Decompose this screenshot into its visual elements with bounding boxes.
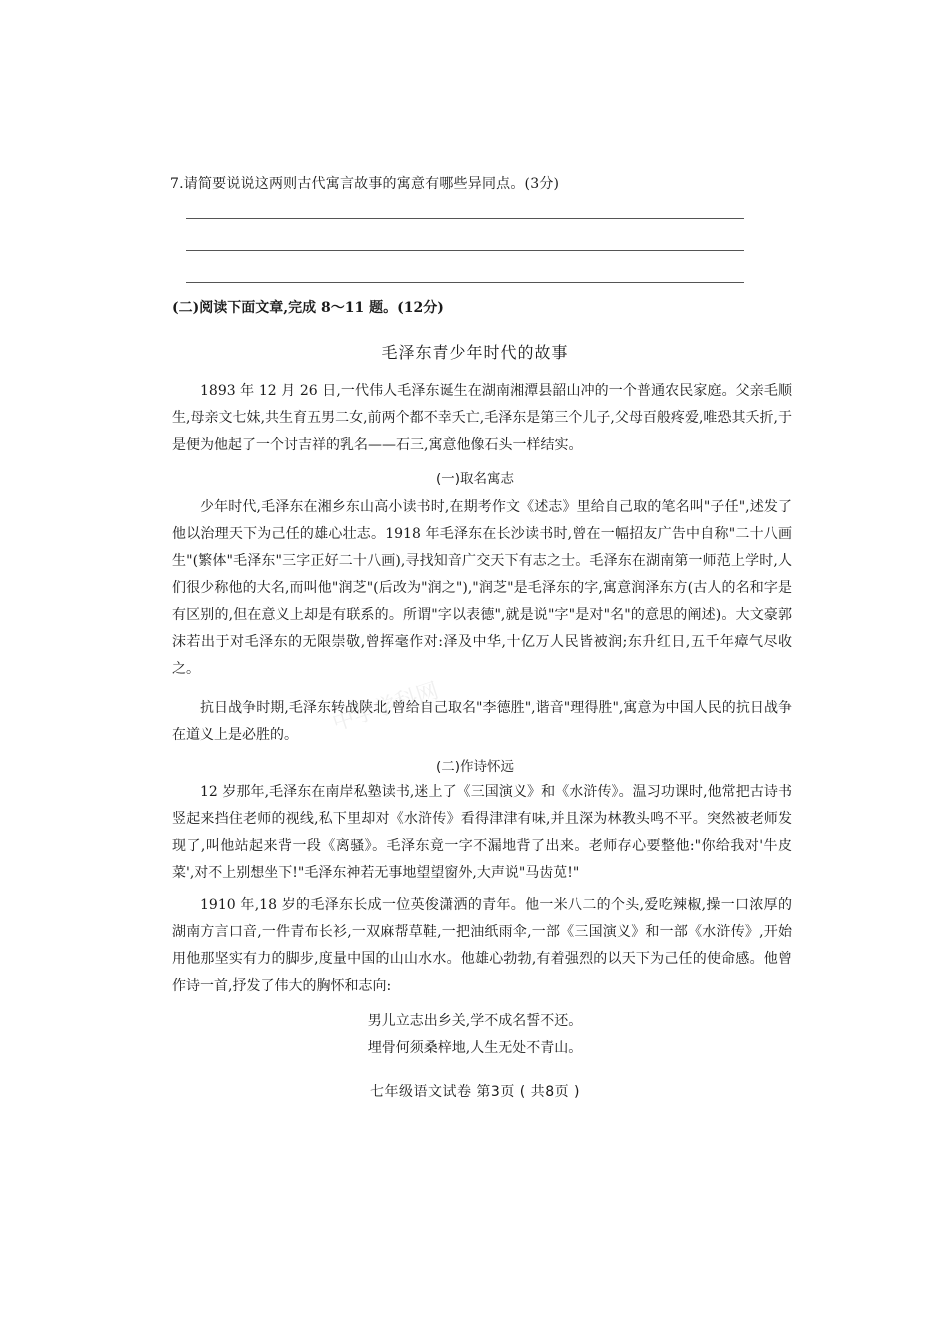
article-title: 毛泽东青少年时代的故事 (381, 343, 569, 362)
watermark: 中学学科网 (329, 678, 442, 737)
part-1-paragraph-2: 抗日战争时期,毛泽东转战陕北,曾给自己取名"李德胜",谐音"理得胜",寓意为中国人民的抗日战争在道义上是必胜的。 (172, 700, 792, 743)
page-footer: 七年级语文试卷 第3页 ( 共8页 ) (369, 1084, 581, 1100)
answer-line (186, 282, 744, 283)
part-1-heading: (一)取名寓志 (435, 471, 515, 487)
answer-line (186, 250, 744, 251)
answer-line (186, 218, 744, 219)
section-2-heading: (二)阅读下面文章,完成 8～11 题。(12分) (172, 300, 444, 316)
part-2-heading: (二)作诗怀远 (435, 759, 515, 775)
part-1-paragraph-1: 少年时代,毛泽东在湘乡东山高小读书时,在期考作文《述志》里给自己取的笔名叫"子任",述发了他以治理天下为己任的雄心壮志。1918 年毛泽东在长沙读书时,曾在一幅招友广告中自称"二十八画生"(繁体"毛泽东"三字正好二十八画),寻找知音广交天下有志之士。毛泽东在湖南第一师范上学时,人们很少称他的大名,而叫他"润芝"(后改为"润之"),"润芝"是毛泽东的字,寓意润泽东方(古人的名和字是有区别的,但在意义上却是有联系的。所谓"字以表德",就是说"字"是对"名"的意思的阐述)。大文豪郭沫若出于对毛泽东的无限崇敬,曾挥毫作对:泽及中华,十亿万人民皆被润;东升红日,五千年瘴气尽收之。 (172, 499, 792, 677)
poem-line-1: 男儿立志出乡关,学不成名誓不还。 (367, 1013, 583, 1029)
intro-paragraph: 1893 年 12 月 26 日,一代伟人毛泽东诞生在湖南湘潭县韶山冲的一个普通农民家庭。父亲毛顺生,母亲文七妹,共生育五男二女,前两个都不幸夭亡,毛泽东是第三个儿子,父母百般疼爱,唯恐其夭折,于是便为他起了一个讨吉祥的乳名——石三,寓意他像石头一样结实。 (172, 383, 792, 453)
part-2-paragraph-1: 12 岁那年,毛泽东在南岸私塾读书,迷上了《三国演义》和《水浒传》。温习功课时,他常把古诗书竖起来挡住老师的视线,私下里却对《水浒传》看得津津有味,并且深为林教头鸣不平。突然被老师发现了,叫他站起来背一段《离骚》。毛泽东竟一字不漏地背了出来。老师存心要整他:"你给我对'牛皮菜',对不上别想坐下!"毛泽东神若无事地望望窗外,大声说"马齿苋!" (172, 784, 792, 881)
poem-line-2: 埋骨何须桑梓地,人生无处不青山。 (367, 1040, 583, 1056)
part-2-paragraph-2: 1910 年,18 岁的毛泽东长成一位英俊潇洒的青年。他一米八二的个头,爱吃辣椒,操一口浓厚的湖南方言口音,一件青布长衫,一双麻帮草鞋,一把油纸雨伞,一部《三国演义》和一部《水浒传》,开始用他那坚实有力的脚步,度量中国的山山水水。他雄心勃勃,有着强烈的以天下为己任的使命感。他曾作诗一首,抒发了伟大的胸怀和志向: (172, 897, 792, 994)
question-7: 7.请简要说说这两则古代寓言故事的寓意有哪些异同点。(3分) (170, 176, 560, 192)
